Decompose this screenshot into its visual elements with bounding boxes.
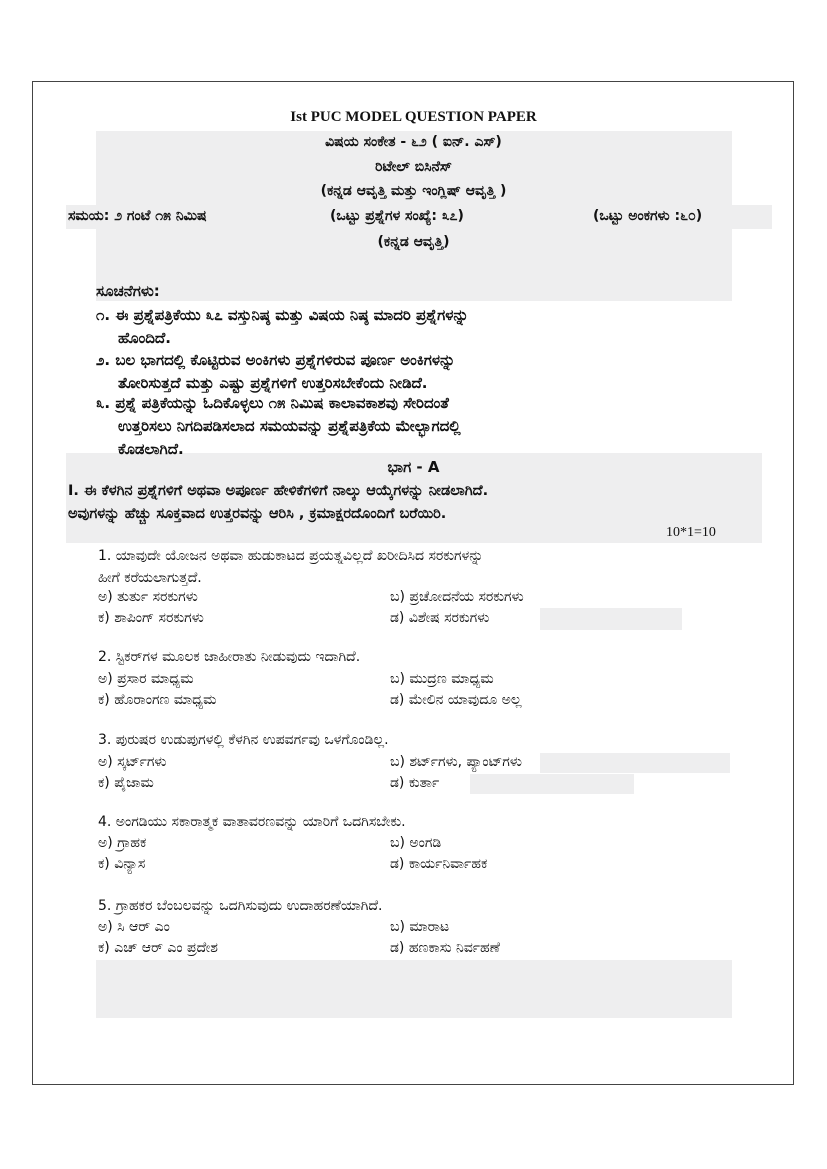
- instruction-line: ಕೊಡಲಾಗಿದೆ.: [118, 440, 184, 458]
- option-shade-q3b: [540, 753, 730, 773]
- instruction-line: ಉತ್ತರಿಸಲು ನಿಗದಿಪಡಿಸಲಾದ ಸಮಯವನ್ನು ಪ್ರಶ್ನೆಪತ್ರಿಕೆಯ ಮೇಲ್ಭಾಗದಲ್ಲಿ: [118, 417, 461, 435]
- paper-versions: (ಕನ್ನಡ ಆವೃತ್ತಿ ಮತ್ತು ಇಂಗ್ಲಿಷ್ ಆವೃತ್ತಿ ): [320, 183, 507, 199]
- option-c: ಕ) ಹೊರಾಂಗಣ ಮಾಧ್ಯಮ: [98, 692, 217, 708]
- instruction-2: [96, 349, 455, 395]
- paper-title: Ist PUC MODEL QUESTION PAPER: [290, 109, 537, 125]
- option-a: ಅ) ಗ್ರಾಹಕ: [98, 835, 147, 851]
- question-text: ಹೀಗೆ ಕರೆಯಲಾಗುತ್ತದೆ.: [98, 570, 202, 586]
- question-2: 2. ಸ್ಟಿಕರ್‌ಗಳ ಮೂಲಕ ಜಾಹೀರಾತು ನೀಡುವುದು ಇದಾಗಿದೆ.: [98, 649, 361, 665]
- option-d: ಡ) ವಿಶೇಷ ಸರಕುಗಳು: [390, 610, 490, 626]
- section-instruction-line2: ಅವುಗಳನ್ನು ಹೆಚ್ಚು ಸೂಕ್ತವಾದ ಉತ್ತರವನ್ನು ಆರಿಸಿ , ಕ್ರಮಾಕ್ಷರದೊಂದಿಗೆ ಬರೆಯಿರಿ.: [68, 506, 447, 522]
- option-c: ಕ) ಶಾಪಿಂಗ್ ಸರಕುಗಳು: [98, 610, 204, 626]
- option-c: ಕ) ಎಚ್ ಆರ್ ಎಂ ಪ್ರದೇಶ: [98, 940, 218, 956]
- instructions-heading: ಸೂಚನೆಗಳು:: [96, 282, 160, 300]
- option-b: ಬ) ಮುದ್ರಣ ಮಾಧ್ಯಮ: [390, 671, 494, 687]
- instruction-1: [96, 304, 469, 350]
- instruction-line: ೩. ಪ್ರಶ್ನೆ ಪತ್ರಿಕೆಯನ್ನು ಓದಿಕೊಳ್ಳಲು ೧೫ ನಿಮಿಷ ಕಾಲಾವಕಾಶವು ಸೇರಿದಂತೆ: [96, 394, 449, 412]
- subject-name: ರಿಟೇಲ್ ಬಿಸಿನೆಸ್: [375, 159, 452, 175]
- option-b: ಬ) ಪ್ರಚೋದನೆಯ ಸರಕುಗಳು: [390, 589, 524, 605]
- question-text: 1. ಯಾವುದೇ ಯೋಜನ ಅಥವಾ ಹುಡುಕಾಟದ ಪ್ರಯತ್ನವಿಲ್ಲದೆ ಖರೀದಿಸಿದ ಸರಕುಗಳನ್ನು: [98, 548, 484, 564]
- instruction-line: ಹೊಂದಿದೆ.: [118, 329, 171, 347]
- option-a: ಅ) ಪ್ರಸಾರ ಮಾಧ್ಯಮ: [98, 671, 194, 687]
- section-title: ಭಾಗ - A: [387, 458, 440, 476]
- version-label: (ಕನ್ನಡ ಆವೃತ್ತಿ): [377, 234, 450, 250]
- footer-shade: [96, 960, 732, 1018]
- time-allowed: ಸಮಯ: ೨ ಗಂಟೆ ೧೫ ನಿಮಿಷ: [68, 208, 207, 224]
- subject-code: ವಿಷಯ ಸಂಕೇತ - ೬೨ ( ಐನ್. ಎಸ್): [325, 134, 502, 150]
- total-marks: (ಒಟ್ಟು ಅಂಕಗಳು :೬೦): [593, 208, 703, 224]
- option-a: ಅ) ಸ್ಕರ್ಟ್‌ಗಳು: [98, 754, 167, 770]
- option-c: ಕ) ವಿನ್ಯಾಸ: [98, 856, 146, 872]
- option-c: ಕ) ಪೈಜಾಮ: [98, 775, 154, 791]
- instruction-line: ತೋರಿಸುತ್ತದೆ ಮತ್ತು ಎಷ್ಟು ಪ್ರಶ್ನೆಗಳಿಗೆ ಉತ್ತರಿಸಬೇಕೆಂದು ನೀಡಿದೆ.: [118, 374, 428, 392]
- option-shade-q1: [540, 608, 682, 630]
- option-a: ಅ) ತುರ್ತು ಸರಕುಗಳು: [98, 589, 198, 605]
- instruction-line: ೧. ಈ ಪ್ರಶ್ನೆಪತ್ರಿಕೆಯು ೩೭ ವಸ್ತುನಿಷ್ಠ ಮತ್ತು ವಿಷಯ ನಿಷ್ಠ ಮಾದರಿ ಪ್ರಶ್ನೆಗಳನ್ನು: [96, 306, 469, 324]
- option-a: ಅ) ಸಿ ಆರ್ ಎಂ: [98, 919, 170, 935]
- question-5: 5. ಗ್ರಾಹಕರ ಬೆಂಬಲವನ್ನು ಒದಗಿಸುವುದು ಉದಾಹರಣೆಯಾಗಿದೆ.: [98, 898, 383, 914]
- option-b: ಬ) ಮಾರಾಟ: [390, 919, 450, 935]
- instruction-3: [96, 392, 461, 461]
- option-d: ಡ) ಹಣಕಾಸು ನಿರ್ವಹಣೆ: [390, 940, 500, 956]
- instructions-shade: [96, 251, 732, 301]
- option-d: ಡ) ಕಾರ್ಯನಿರ್ವಾಹಕ: [390, 856, 488, 872]
- option-b: ಬ) ಅಂಗಡಿ: [390, 835, 442, 851]
- question-4: 4. ಅಂಗಡಿಯು ಸಕಾರಾತ್ಮಕ ವಾತಾವರಣವನ್ನು ಯಾರಿಗೆ ಒದಗಿಸಬೇಕು.: [98, 814, 406, 830]
- section-instruction-line1: I. ಈ ಕೆಳಗಿನ ಪ್ರಶ್ನೆಗಳಿಗೆ ಅಥವಾ ಅಪೂರ್ಣ ಹೇಳಿಕೆಗಳಿಗೆ ನಾಲ್ಕು ಆಯ್ಕೆಗಳನ್ನು ನೀಡಲಾಗಿದೆ.: [68, 483, 489, 499]
- question-1: [98, 545, 483, 589]
- option-shade-q3d: [470, 774, 634, 794]
- total-questions: (ಒಟ್ಟು ಪ್ರಶ್ನೆಗಳ ಸಂಖ್ಯೆ: ೩೭): [330, 208, 464, 224]
- option-d: ಡ) ಕುರ್ತಾ: [390, 775, 440, 791]
- section-marks: 10*1=10: [666, 525, 716, 540]
- question-3: 3. ಪುರುಷರ ಉಡುಪುಗಳಲ್ಲಿ ಕೆಳಗಿನ ಉಪವರ್ಗವು ಒಳಗೊಂಡಿಲ್ಲ.: [98, 732, 389, 748]
- instruction-line: ೨. ಬಲ ಭಾಗದಲ್ಲಿ ಕೊಟ್ಟಿರುವ ಅಂಕಿಗಳು ಪ್ರಶ್ನೆಗಳಿರುವ ಪೂರ್ಣ ಅಂಕಿಗಳನ್ನು: [96, 351, 456, 369]
- option-b: ಬ) ಶರ್ಟ್‌ಗಳು, ಪ್ಯಾಂಟ್‌ಗಳು: [390, 754, 522, 770]
- option-d: ಡ) ಮೇಲಿನ ಯಾವುದೂ ಅಲ್ಲ: [390, 692, 522, 708]
